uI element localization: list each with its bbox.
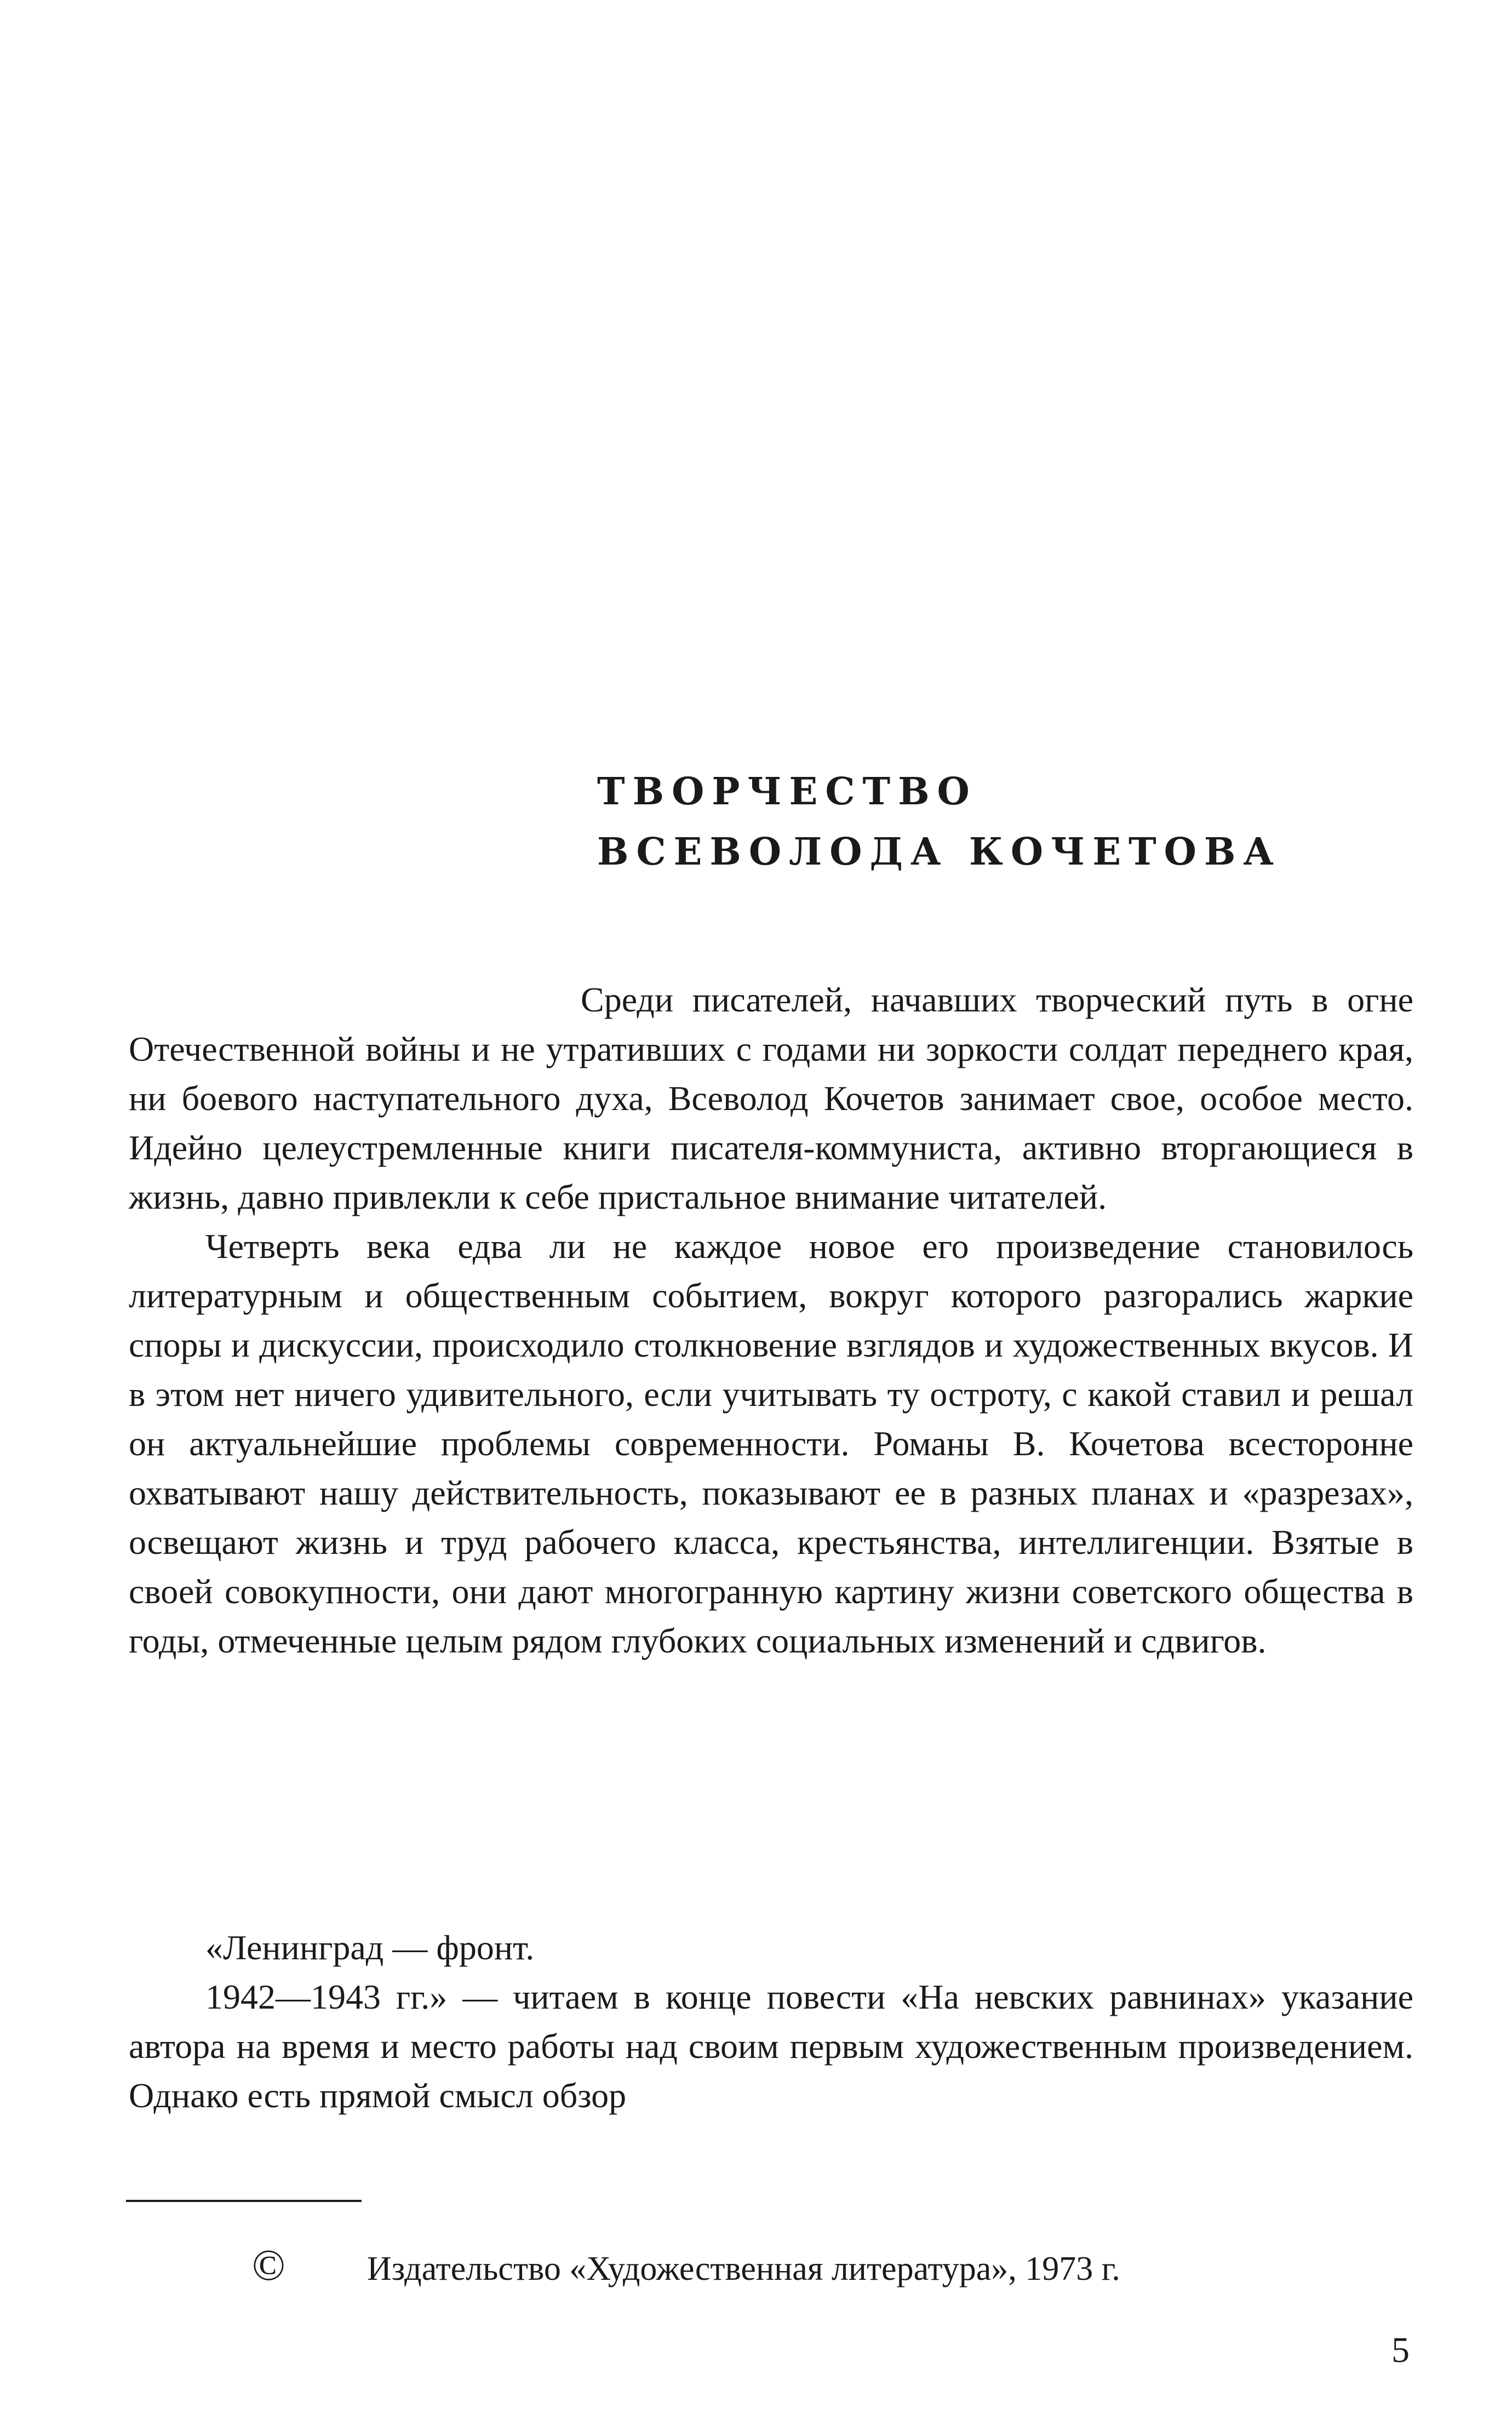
title-line-2: ВСЕВОЛОДА КОЧЕТОВА [597, 830, 1281, 874]
copyright-text: Издательство «Художественная литература», 1973 г. [367, 2250, 1120, 2287]
paragraph-1: Среди писателей, начавших творческий путь в огне Отечественной войны и не утративших с годами ни зоркости солдат переднего края, ни боевого наступательного духа, Всеволод Кочетов занимает свое, особое место. Идейно целеустремленные книги писателя-коммуниста, активно вторгающиеся в жизнь, давно привлекли к себе пристальное внимание читателей. [129, 980, 1413, 1216]
section-2-paragraph: 1942—1943 гг.» — читаем в конце повести «На невских равнинах» указание автора на время и место работы над своим первым художественным произведением. Однако есть прямой смысл обзор [129, 1977, 1413, 2115]
title-line-1: ТВОРЧЕСТВО [597, 770, 977, 814]
footnote-divider [126, 2200, 362, 2202]
paragraph-2: Четверть века едва ли не каждое новое его произведение становилось литературным и общественным событием, вокруг которого разгорались жаркие споры и дискуссии, происходило столкновение взглядов и художественных вкусов. И в этом нет ничего удивительного, если учитывать ту остроту, с какой ставил и решал он актуальнейшие проблемы современности. Романы В. Кочетова всесторонне охватывают нашу действительность, показывают ее в разных планах и «разрезах», освещают жизнь и труд рабочего класса, крестьянства, интеллигенции. Взятые в своей совокупности, они дают многогранную картину жизни советского общества в годы, отмеченные целым рядом глубоких социальных изменений и сдвигов. [129, 1227, 1413, 1660]
chapter-title [597, 762, 1419, 882]
copyright-symbol: © [252, 2241, 285, 2290]
body-text [129, 975, 1413, 1666]
section-2-text [129, 1923, 1413, 2120]
copyright-notice [252, 2241, 1413, 2294]
section-2-first-line: «Ленинград — фронт. [205, 1928, 535, 1967]
page-number: 5 [1391, 2330, 1410, 2370]
